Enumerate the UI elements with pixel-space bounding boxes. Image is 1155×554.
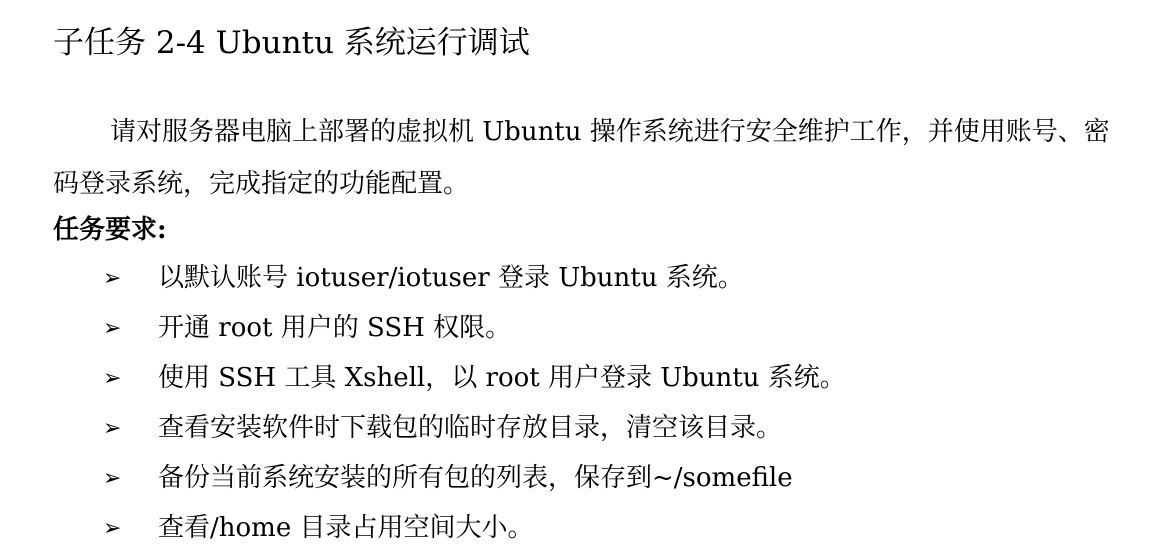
requirements-list [0,254,1155,554]
requirement-text: 查看/home 目录占用空间大小。 [158,513,534,543]
intro-paragraph [53,106,1113,210]
requirement-text: 查看安装软件时下载包的临时存放目录，清空该目录。 [158,413,783,443]
requirements-heading: 任务要求: [53,215,167,245]
intro-text: 请对服务器电脑上部署的虚拟机 Ubuntu 操作系统进行安全维护工作，并使用账号、密码登录系统，完成指定的功能配置。 [53,117,1110,199]
requirement-text: 使用 SSH 工具 Xshell，以 root 用户登录 Ubuntu 系统。 [158,363,846,393]
arrow-bullet-icon: ➢ [103,466,122,491]
section-title: 子任务 2-4 Ubuntu 系统运行调试 [53,25,530,61]
requirement-text: 以默认账号 iotuser/iotuser 登录 Ubuntu 系统。 [158,263,744,293]
list-item [0,404,1155,454]
list-item [0,504,1155,554]
list-item [0,354,1155,404]
requirement-text: 开通 root 用户的 SSH 权限。 [158,313,512,343]
list-item [0,254,1155,304]
arrow-bullet-icon: ➢ [103,366,122,391]
arrow-bullet-icon: ➢ [103,316,122,341]
arrow-bullet-icon: ➢ [103,266,122,291]
list-item [0,454,1155,504]
list-item [0,304,1155,354]
requirement-text: 备份当前系统安装的所有包的列表，保存到~/somefile [158,463,793,493]
arrow-bullet-icon: ➢ [103,416,122,441]
arrow-bullet-icon: ➢ [103,516,122,541]
